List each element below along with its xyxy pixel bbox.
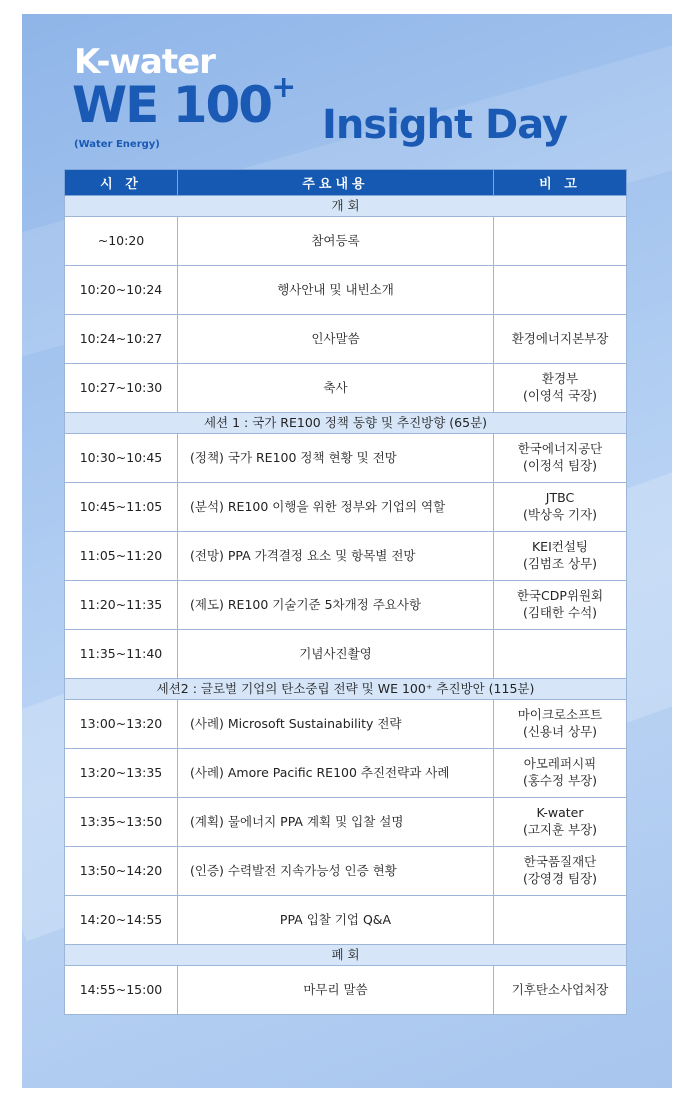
content-cell: (정책) 국가 RE100 정책 현황 및 전망: [178, 434, 494, 483]
table-row: [65, 266, 627, 315]
note-org: 아모레퍼시픽: [523, 756, 597, 772]
note-person: (박상욱 기자): [522, 507, 598, 522]
content-cell: PPA 입찰 기업 Q&A: [178, 896, 494, 945]
content-cell: (분석) RE100 이행을 위한 정부와 기업의 역할: [178, 483, 494, 532]
note-cell: [494, 217, 627, 266]
note-org: JTBC: [545, 490, 575, 506]
section-label: 개 회: [65, 196, 627, 217]
note-org: 마이크로소프트: [517, 707, 603, 723]
table-row: [65, 700, 627, 749]
time-cell: 14:55~15:00: [65, 966, 178, 1015]
note-person: (홍수정 부장): [522, 773, 598, 788]
note-org: 환경에너지본부장: [511, 330, 609, 346]
note-org: 한국CDP위원회: [516, 588, 604, 604]
note-org: 환경부: [541, 371, 579, 387]
time-cell: 14:20~14:55: [65, 896, 178, 945]
time-cell: 10:27~10:30: [65, 364, 178, 413]
section-label: 폐 회: [65, 945, 627, 966]
table-row: [65, 896, 627, 945]
header-note: 비 고: [494, 170, 627, 196]
note-cell: [494, 364, 627, 413]
table-row: [65, 581, 627, 630]
time-cell: 10:30~10:45: [65, 434, 178, 483]
content-cell: 행사안내 및 내빈소개: [178, 266, 494, 315]
time-cell: 13:50~14:20: [65, 847, 178, 896]
section-row: [65, 413, 627, 434]
note-person: (고지훈 부장): [522, 822, 598, 837]
header-time: 시 간: [65, 170, 178, 196]
time-cell: 13:20~13:35: [65, 749, 178, 798]
note-cell: [494, 847, 627, 896]
note-person: (김태한 수석): [522, 605, 598, 620]
section-label: 세션 1 : 국가 RE100 정책 동향 및 추진방향 (65분): [65, 413, 627, 434]
content-cell: 참여등록: [178, 217, 494, 266]
time-cell: 11:35~11:40: [65, 630, 178, 679]
note-org: K-water: [536, 805, 584, 821]
time-cell: 11:05~11:20: [65, 532, 178, 581]
note-org: 기후탄소사업처장: [511, 981, 609, 997]
note-cell: [494, 483, 627, 532]
content-cell: 축사: [178, 364, 494, 413]
table-row: [65, 630, 627, 679]
content-cell: (사례) Microsoft Sustainability 전략: [178, 700, 494, 749]
note-cell: [494, 532, 627, 581]
note-cell: [494, 966, 627, 1015]
header-content: 주요내용: [178, 170, 494, 196]
note-cell: [494, 581, 627, 630]
note-cell: [494, 266, 627, 315]
note-person: (이영석 국장): [522, 388, 598, 403]
note-cell: [494, 896, 627, 945]
content-cell: (계획) 물에너지 PPA 계획 및 입찰 설명: [178, 798, 494, 847]
title-superscript: +: [271, 70, 295, 105]
note-org: KEI컨설팅: [531, 539, 588, 555]
time-cell: ~10:20: [65, 217, 178, 266]
table-row: [65, 966, 627, 1015]
note-person: (김범조 상무): [522, 556, 598, 571]
table-row: [65, 217, 627, 266]
section-row: [65, 945, 627, 966]
time-cell: 10:20~10:24: [65, 266, 178, 315]
note-cell: [494, 434, 627, 483]
table-row: [65, 847, 627, 896]
time-cell: 11:20~11:35: [65, 581, 178, 630]
table-row: [65, 434, 627, 483]
note-person: (신용녀 상무): [522, 724, 598, 739]
section-row: [65, 196, 627, 217]
content-cell: 기념사진촬영: [178, 630, 494, 679]
time-cell: 13:35~13:50: [65, 798, 178, 847]
table-row: [65, 364, 627, 413]
section-row: [65, 679, 627, 700]
note-cell: [494, 749, 627, 798]
content-cell: 마무리 말씀: [178, 966, 494, 1015]
note-cell: [494, 315, 627, 364]
note-cell: [494, 700, 627, 749]
section-label: 세션2 : 글로벌 기업의 탄소중립 전략 및 WE 100⁺ 추진방안 (115분): [65, 679, 627, 700]
table-header-row: [65, 170, 627, 196]
poster: [22, 14, 672, 1088]
event-title-main: [72, 70, 295, 134]
event-title-note: (Water Energy): [74, 139, 160, 150]
table-row: [65, 315, 627, 364]
table-row: [65, 749, 627, 798]
table-row: [65, 483, 627, 532]
schedule-table: [64, 169, 627, 1015]
table-row: [65, 798, 627, 847]
note-person: (이정석 팀장): [522, 458, 598, 473]
content-cell: (인증) 수력발전 지속가능성 인증 현황: [178, 847, 494, 896]
event-title-sub: Insight Day: [322, 102, 568, 148]
title-text: WE 100: [72, 76, 272, 134]
note-person: (강영경 팀장): [522, 871, 598, 886]
time-cell: 10:45~11:05: [65, 483, 178, 532]
note-cell: [494, 630, 627, 679]
time-cell: 10:24~10:27: [65, 315, 178, 364]
content-cell: (전망) PPA 가격결정 요소 및 항목별 전망: [178, 532, 494, 581]
note-org: 한국에너지공단: [517, 441, 603, 457]
time-cell: 13:00~13:20: [65, 700, 178, 749]
content-cell: (제도) RE100 기술기준 5차개정 주요사항: [178, 581, 494, 630]
content-cell: 인사말씀: [178, 315, 494, 364]
note-cell: [494, 798, 627, 847]
brand-logo-text: K-water: [74, 42, 215, 82]
note-org: 한국품질재단: [523, 854, 597, 870]
table-row: [65, 532, 627, 581]
content-cell: (사례) Amore Pacific RE100 추진전략과 사례: [178, 749, 494, 798]
